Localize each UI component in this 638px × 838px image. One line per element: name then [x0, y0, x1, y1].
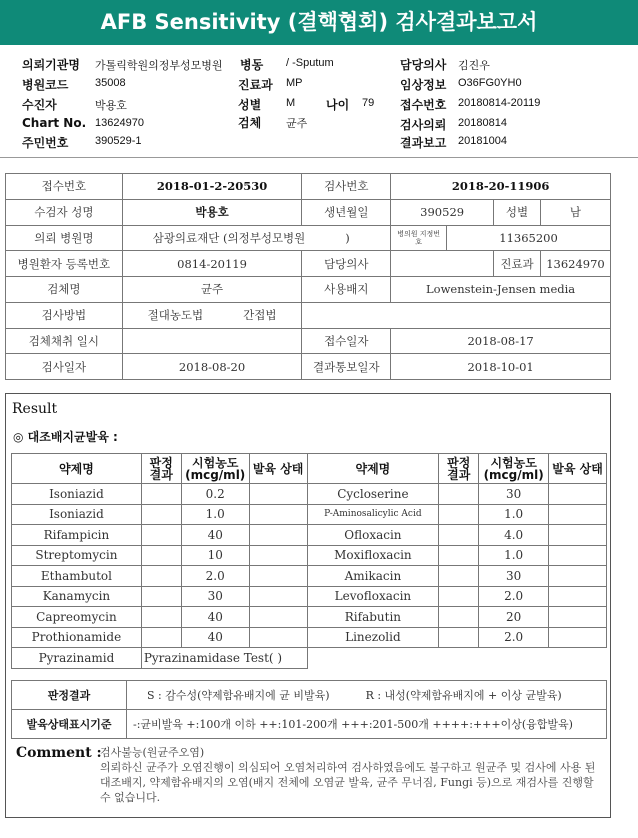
- table-row: [12, 545, 607, 566]
- pyrazinamid-drug: Pyrazinamid: [12, 648, 142, 669]
- growth-left: [249, 607, 307, 628]
- header-judge-right: 판정 결과: [439, 454, 479, 484]
- name-label: 수검자 성명: [6, 199, 123, 225]
- comment-title: 검사불능(원균주오염): [100, 746, 205, 759]
- method-absolute: 절대농도법: [147, 308, 204, 323]
- drug-left: Rifampicin: [12, 525, 142, 546]
- receipt-no-label: 접수번호: [6, 174, 123, 200]
- control-growth-label: ◎ 대조배지균발육 :: [13, 430, 118, 444]
- report-title: AFB Sensitivity (결핵협회) 검사결과보고서: [0, 0, 638, 45]
- patient-label: 수진자: [22, 98, 57, 112]
- specimen-value: 균주: [286, 118, 308, 130]
- clinical-value: O36FG0YH0: [458, 77, 522, 89]
- institution-value: 가톨릭학원의정부성모병원: [95, 60, 223, 72]
- conc-left: 2.0: [181, 566, 249, 587]
- conc-right: 2.0: [479, 586, 549, 607]
- report-value: 20181004: [458, 135, 507, 147]
- growth-left: [249, 484, 307, 505]
- pza-test: Pyrazinamidase Test( ): [141, 648, 307, 669]
- header-divider: [0, 157, 638, 158]
- drug-right: Cycloserine: [307, 484, 439, 505]
- judge-right: [439, 566, 479, 587]
- request-value: 20180814: [458, 117, 507, 129]
- test-date-value: 2018-08-20: [122, 354, 302, 380]
- notify-label: 결과통보일자: [302, 354, 391, 380]
- request-label: 검사의뢰: [400, 118, 447, 132]
- judge-legend-s: S : 감수성(약제함유배지에 균 비발육): [147, 689, 330, 702]
- drug-left: Kanamycin: [12, 586, 142, 607]
- table-row: [12, 525, 607, 546]
- sensitivity-table: [11, 453, 607, 669]
- dob-value: 390529: [391, 199, 494, 225]
- judge-left: [141, 545, 181, 566]
- notify-value: 2018-10-01: [391, 354, 611, 380]
- conc-right: 30: [479, 566, 549, 587]
- conc-right: 1.0: [479, 504, 549, 525]
- conc-left: 40: [181, 525, 249, 546]
- judge-right: [439, 627, 479, 648]
- legend-table: [11, 680, 607, 739]
- dept-value: MP: [286, 77, 303, 89]
- recv-value: 2018-08-17: [391, 328, 611, 354]
- drug-right: Linezolid: [307, 627, 439, 648]
- patient-info-table: [5, 173, 611, 380]
- judge-legend-value: [127, 681, 607, 710]
- drug-left: Isoniazid: [12, 504, 142, 525]
- reg-label: 병원환자 등록번호: [6, 251, 123, 277]
- growth-legend-label: 발육상태표시기준: [12, 710, 127, 739]
- growth-left: [249, 504, 307, 525]
- clinical-label: 임상정보: [400, 78, 447, 92]
- conc-right: 2.0: [479, 627, 549, 648]
- judge-right: [439, 504, 479, 525]
- conc-right: 30: [479, 484, 549, 505]
- conc-left: 40: [181, 627, 249, 648]
- drug-left: Streptomycin: [12, 545, 142, 566]
- growth-left: [249, 525, 307, 546]
- hospital-code-label-cell: 병의원 지정번호: [391, 225, 447, 251]
- comment-body: 의뢰하신 균주가 오염진행이 의심되어 오염처리하여 검사하였음에도 불구하고 원균주 및 검사에 사용 된 대조배지, 약제함유배지의 오염(배지 전체에 오염균 발육, 균주 무너짐, Fungi 등)으로 재검사를 진행할 수 없습니다.: [100, 761, 596, 804]
- growth-right: [549, 627, 607, 648]
- judge-right: [439, 484, 479, 505]
- patient-value: 박용호: [95, 100, 127, 112]
- hospital-name: 삼광의료재단 (의정부성모병원: [152, 230, 306, 245]
- judge-left: [141, 484, 181, 505]
- judge-left: [141, 627, 181, 648]
- growth-right: [549, 566, 607, 587]
- table-row: [12, 484, 607, 505]
- medium-label: 사용배지: [302, 277, 391, 303]
- growth-legend-value: -:균비발육 +:100개 이하 ++:101-200개 +++:201-500개 ++++:+++이상(융합발육): [127, 710, 607, 739]
- judge-right: [439, 545, 479, 566]
- growth-right: [549, 504, 607, 525]
- conc-right: 1.0: [479, 545, 549, 566]
- dept-label: 진료과: [238, 78, 273, 92]
- growth-right: [549, 607, 607, 628]
- medium-value: Lowenstein-Jensen media: [391, 277, 611, 303]
- doctor-value-cell: [391, 251, 494, 277]
- ward-value: / -Sputum: [286, 57, 334, 69]
- judge-left: [141, 607, 181, 628]
- specimen-label-cell: 검체명: [6, 277, 123, 303]
- growth-left: [249, 566, 307, 587]
- age-label: 나이: [326, 98, 350, 112]
- sex-value: M: [286, 97, 296, 109]
- resident-value: 390529-1: [95, 135, 142, 147]
- table-row: [12, 566, 607, 587]
- dept-value-cell: 13624970: [540, 251, 610, 277]
- resident-label: 주민번호: [22, 136, 69, 150]
- header-drug-left: 약제명: [12, 454, 142, 484]
- judge-right: [439, 525, 479, 546]
- report-header: [0, 50, 638, 154]
- conc-right: 20: [479, 607, 549, 628]
- header-conc-left: 시험농도 (mcg/ml): [181, 454, 249, 484]
- growth-right: [549, 586, 607, 607]
- conc-right: 4.0: [479, 525, 549, 546]
- name-value: 박용호: [122, 199, 302, 225]
- pza-empty: [307, 648, 606, 669]
- judge-right: [439, 586, 479, 607]
- growth-right: [549, 484, 607, 505]
- table-row: [12, 586, 607, 607]
- drug-right: P-Aminosalicylic Acid: [307, 504, 439, 525]
- receipt-no-value: 2018-01-2-20530: [122, 174, 302, 200]
- test-no-value: 2018-20-11906: [391, 174, 611, 200]
- growth-left: [249, 586, 307, 607]
- drug-left: Isoniazid: [12, 484, 142, 505]
- drug-left: Ethambutol: [12, 566, 142, 587]
- drug-right: Levofloxacin: [307, 586, 439, 607]
- ward-label: 병동: [240, 58, 264, 72]
- judge-legend-r: R : 내성(약제함유배지에 + 이상 균발육): [365, 689, 562, 702]
- collect-value: [122, 328, 302, 354]
- comment-label: Comment :: [16, 745, 102, 761]
- hospital-code-label: 병원코드: [22, 78, 69, 92]
- drug-right: Moxifloxacin: [307, 545, 439, 566]
- table-row: [12, 627, 607, 648]
- table-row: [12, 607, 607, 628]
- hospital-label: 의뢰 병원명: [6, 225, 123, 251]
- drug-right: Ofloxacin: [307, 525, 439, 546]
- judge-left: [141, 566, 181, 587]
- growth-left: [249, 545, 307, 566]
- conc-left: 0.2: [181, 484, 249, 505]
- growth-left: [249, 627, 307, 648]
- doctor-value: 김진우: [458, 60, 490, 72]
- drug-left: Prothionamide: [12, 627, 142, 648]
- sex-label-cell: 성별: [494, 199, 541, 225]
- header-drug-right: 약제명: [307, 454, 439, 484]
- chart-label: Chart No.: [22, 116, 87, 130]
- recv-label: 접수일자: [302, 328, 391, 354]
- header-conc-right: 시험농도 (mcg/ml): [479, 454, 549, 484]
- drug-right: Rifabutin: [307, 607, 439, 628]
- drug-left: Capreomycin: [12, 607, 142, 628]
- header-judge-left: 판정 결과: [141, 454, 181, 484]
- growth-right: [549, 525, 607, 546]
- judge-left: [141, 504, 181, 525]
- result-title: Result: [12, 401, 58, 417]
- receipt-value: 20180814-20119: [458, 97, 541, 109]
- test-date-label: 검사일자: [6, 354, 123, 380]
- collect-label: 검체채취 일시: [6, 328, 123, 354]
- drug-right: Amikacin: [307, 566, 439, 587]
- receipt-label: 접수번호: [400, 98, 447, 112]
- conc-left: 40: [181, 607, 249, 628]
- header-growth-right: 발육 상태: [549, 454, 607, 484]
- hospital-close: ): [345, 230, 350, 245]
- hospital-code-value: 35008: [95, 77, 126, 89]
- sex-label: 성별: [238, 98, 262, 112]
- reg-value: 0814-20119: [122, 251, 302, 277]
- method-value: [122, 302, 302, 328]
- hospital-code-value-cell: 11365200: [447, 225, 611, 251]
- test-no-label: 검사번호: [302, 174, 391, 200]
- specimen-value-cell: 균주: [122, 277, 302, 303]
- conc-left: 10: [181, 545, 249, 566]
- doctor-label-cell: 담당의사: [302, 251, 391, 277]
- judge-left: [141, 525, 181, 546]
- judge-right: [439, 607, 479, 628]
- method-empty: [302, 302, 611, 328]
- sex-value-cell: 남: [540, 199, 610, 225]
- header-growth-left: 발육 상태: [249, 454, 307, 484]
- chart-value: 13624970: [95, 117, 144, 129]
- hospital-value: [122, 225, 390, 251]
- report-label: 결과보고: [400, 136, 447, 150]
- table-row: [12, 648, 607, 669]
- conc-left: 30: [181, 586, 249, 607]
- growth-right: [549, 545, 607, 566]
- doctor-label: 담당의사: [400, 58, 447, 72]
- institution-label: 의뢰기관명: [22, 58, 80, 72]
- age-value: 79: [362, 97, 375, 109]
- table-row: [12, 504, 607, 525]
- judge-legend-label: 판정결과: [12, 681, 127, 710]
- dept-label-cell: 진료과: [494, 251, 541, 277]
- specimen-label: 검체: [238, 116, 262, 130]
- method-indirect: 간접법: [243, 308, 277, 323]
- judge-left: [141, 586, 181, 607]
- dob-label: 생년월일: [302, 199, 391, 225]
- conc-left: 1.0: [181, 504, 249, 525]
- method-label: 검사방법: [6, 302, 123, 328]
